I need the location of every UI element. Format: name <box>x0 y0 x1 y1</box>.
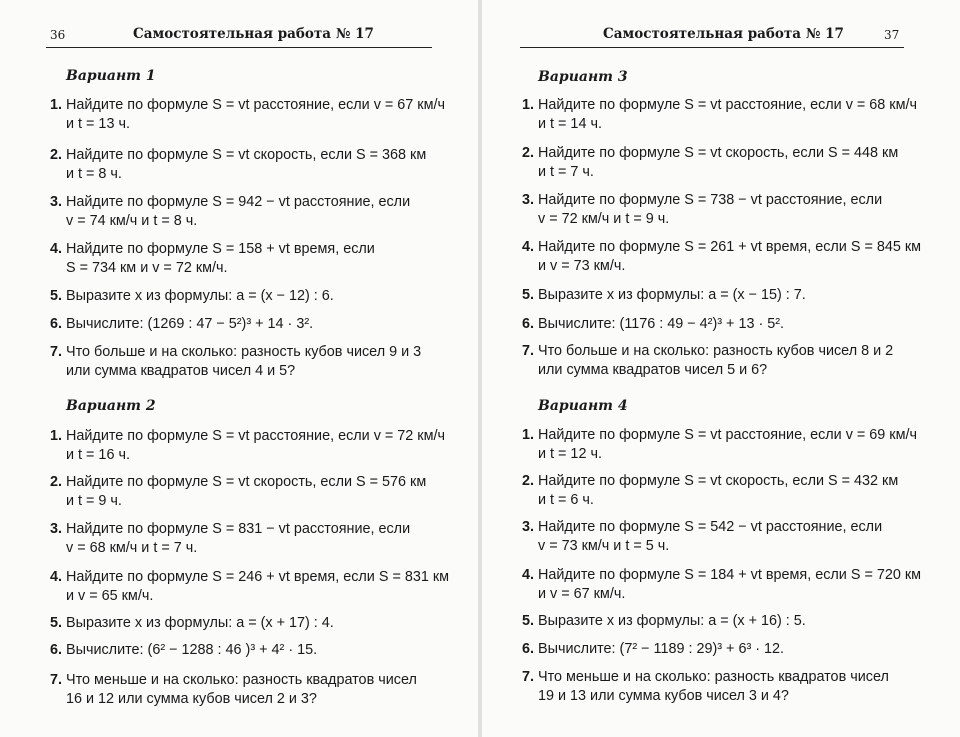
task-line: Найдите по формуле S = vt скорость, если S = 432 км <box>538 473 899 489</box>
task-line: Найдите по формуле S = 246 + vt время, если S = 831 км <box>66 569 450 585</box>
task-line: и t = 9 ч. <box>66 492 122 509</box>
task-line: Найдите по формуле S = vt скорость, если S = 448 км <box>538 145 899 161</box>
task-number: 7. <box>50 672 63 688</box>
task-line: и t = 6 ч. <box>538 491 594 508</box>
left-running-header <box>0 26 478 48</box>
left-page-number: 36 <box>50 28 66 42</box>
task-number: 4. <box>522 239 535 255</box>
task-number: 2. <box>50 474 63 490</box>
task-line: и v = 73 км/ч. <box>538 257 626 274</box>
task-line: и t = 16 ч. <box>66 446 130 463</box>
right-page <box>482 0 960 737</box>
task-line: 16 и 12 или сумма кубов чисел 2 и 3? <box>66 690 317 707</box>
task-line: Найдите по формуле S = 542 − vt расстояние, если <box>538 519 883 535</box>
task-number: 5. <box>522 613 535 629</box>
task-number: 1. <box>522 427 535 443</box>
task-line: Найдите по формуле S = vt скорость, если S = 576 км <box>66 474 427 490</box>
task-line: и t = 8 ч. <box>66 165 122 182</box>
task-number: 1. <box>50 97 63 113</box>
task-number: 7. <box>50 344 63 360</box>
task-number: 2. <box>522 473 535 489</box>
task-line: Выразите x из формулы: a = (x + 16) : 5. <box>538 613 806 629</box>
task-line: Найдите по формуле S = vt скорость, если S = 368 км <box>66 147 427 163</box>
task-line: и t = 12 ч. <box>538 445 602 462</box>
task-number: 6. <box>522 316 535 332</box>
variant-title: Вариант 4 <box>538 398 628 414</box>
task-number: 3. <box>50 194 63 210</box>
task-line: Найдите по формуле S = vt расстояние, если v = 68 км/ч <box>538 97 917 113</box>
task-number: 1. <box>522 97 535 113</box>
task-line: Что меньше и на сколько: разность квадратов чисел <box>66 672 417 688</box>
task-line: и v = 65 км/ч. <box>66 587 154 604</box>
variant-title: Вариант 3 <box>538 69 628 85</box>
task-line: и v = 67 км/ч. <box>538 585 626 602</box>
task-number: 1. <box>50 428 63 444</box>
task-line: и t = 14 ч. <box>538 115 602 132</box>
right-page-number: 37 <box>884 28 900 42</box>
task-number: 5. <box>50 288 63 304</box>
task-line: Найдите по формуле S = vt расстояние, если v = 69 км/ч <box>538 427 917 443</box>
task-number: 4. <box>50 569 63 585</box>
task-line: Вычислите: (1176 : 49 − 4²)³ + 13 · 5². <box>538 316 785 332</box>
right-header-rule <box>520 47 904 48</box>
task-number: 4. <box>522 567 535 583</box>
task-line: Найдите по формуле S = 942 − vt расстояние, если <box>66 194 411 210</box>
task-line: Найдите по формуле S = vt расстояние, если v = 67 км/ч <box>66 97 445 113</box>
task-line: Вычислите: (1269 : 47 − 5²)³ + 14 · 3². <box>66 316 314 332</box>
task-number: 2. <box>522 145 535 161</box>
task-number: 6. <box>50 642 63 658</box>
left-page <box>0 0 478 737</box>
task-line: и t = 7 ч. <box>538 163 594 180</box>
task-line: S = 734 км и v = 72 км/ч. <box>66 259 228 276</box>
task-number: 5. <box>50 615 63 631</box>
task-number: 3. <box>522 519 535 535</box>
task-number: 7. <box>522 343 535 359</box>
variant-title: Вариант 1 <box>66 68 156 84</box>
task-number: 3. <box>50 521 63 537</box>
task-number: 6. <box>522 641 535 657</box>
task-line: v = 68 км/ч и t = 7 ч. <box>66 539 198 556</box>
task-line: Вычислите: (7² − 1189 : 29)³ + 6³ · 12. <box>538 641 785 657</box>
task-line: Найдите по формуле S = 831 − vt расстояние, если <box>66 521 411 537</box>
task-line: Найдите по формуле S = 738 − vt расстояние, если <box>538 192 883 208</box>
right-running-header <box>482 26 960 48</box>
task-line: Выразите x из формулы: a = (x − 15) : 7. <box>538 287 806 303</box>
task-line: Вычислите: (6² − 1288 : 46 )³ + 4² · 15. <box>66 642 318 658</box>
task-number: 3. <box>522 192 535 208</box>
task-line: Найдите по формуле S = 261 + vt время, если S = 845 км <box>538 239 922 255</box>
task-line: или сумма квадратов чисел 5 и 6? <box>538 361 768 378</box>
task-number: 7. <box>522 669 535 685</box>
task-line: и t = 13 ч. <box>66 115 130 132</box>
task-line: v = 72 км/ч и t = 9 ч. <box>538 210 670 227</box>
task-line: v = 74 км/ч и t = 8 ч. <box>66 212 198 229</box>
task-line: Найдите по формуле S = 158 + vt время, если <box>66 241 375 257</box>
task-number: 6. <box>50 316 63 332</box>
task-line: Выразите x из формулы: a = (x − 12) : 6. <box>66 288 334 304</box>
task-line: Найдите по формуле S = 184 + vt время, если S = 720 км <box>538 567 922 583</box>
right-header-title: Самостоятельная работа № 17 <box>603 26 844 42</box>
left-header-title: Самостоятельная работа № 17 <box>133 26 374 42</box>
variant-title: Вариант 2 <box>66 398 156 414</box>
task-line: или сумма квадратов чисел 4 и 5? <box>66 362 296 379</box>
left-header-rule <box>46 47 432 48</box>
task-line: Что больше и на сколько: разность кубов чисел 8 и 2 <box>538 343 894 359</box>
task-line: 19 и 13 или сумма кубов чисел 3 и 4? <box>538 687 789 704</box>
task-line: Что меньше и на сколько: разность квадратов чисел <box>538 669 889 685</box>
task-line: v = 73 км/ч и t = 5 ч. <box>538 537 670 554</box>
task-number: 5. <box>522 287 535 303</box>
task-number: 4. <box>50 241 63 257</box>
task-line: Выразите x из формулы: a = (x + 17) : 4. <box>66 615 334 631</box>
task-line: Найдите по формуле S = vt расстояние, если v = 72 км/ч <box>66 428 445 444</box>
task-number: 2. <box>50 147 63 163</box>
task-line: Что больше и на сколько: разность кубов чисел 9 и 3 <box>66 344 422 360</box>
